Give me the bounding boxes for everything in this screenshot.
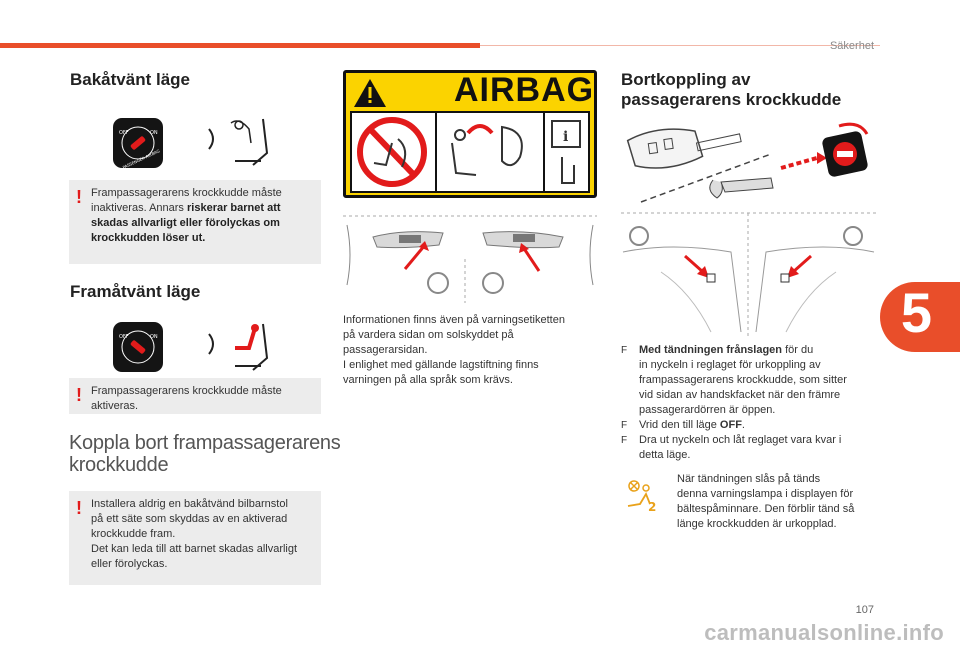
step-bold-text: OFF [719,419,742,431]
front-facing-title: Framåtvänt läge [70,282,201,301]
watermark: carmanualsonline.info [704,620,944,645]
warning-line: på ett säte som skyddas av en aktiverad [91,513,288,525]
rear-facing-seat-icon [205,113,285,173]
step-text: . [741,419,745,431]
svg-text:OFF: OFF [119,334,129,340]
lamp-note-line: länge krockkudden är urkopplad. [677,518,837,530]
disable-title-line2: krockkudde [69,454,169,476]
airbag-switch-on-icon [113,322,163,372]
info-line: passagerarsidan. [343,344,428,356]
warning-icon: ! [76,498,82,518]
warning-line: krockkudde fram. [91,528,176,540]
info-line: varningen på alla språk som krävs. [343,374,513,386]
info-line: Informationen finns även på varningsetiketten [343,314,565,326]
bullet-marker-icon: F [621,420,628,431]
procedure-step-3 [621,433,879,463]
step-text: för du [782,344,814,356]
info-line: på vardera sidan om solskyddet på [343,329,514,341]
step-text: in nyckeln i reglaget för urkoppling av [639,359,821,371]
airbag-pictogram-icon [352,113,588,191]
warning-icon: ! [76,187,82,207]
step-text: frampassagerarens krockkudde, som sitter [639,374,847,386]
lamp-note-line: denna varningslampa i displayen för [677,488,854,500]
lamp-note-line: När tändningen slås på tänds [677,473,821,485]
lamp-note-line: bältespåminnare. Den förblir tänd så [677,503,855,515]
sun-visor-illustration [343,215,597,305]
procedure-steps [621,343,879,463]
procedure-step-1 [621,343,879,418]
svg-text:ON: ON [150,130,158,136]
chapter-number: 5 [900,281,932,344]
step-text: passagerardörren är öppen. [639,404,776,416]
disable-warning [69,491,321,585]
glovebox-switch-illustration [621,212,876,337]
airbag-label-panel [350,111,590,193]
warning-line: Det kan leda till att barnet skadas allvarligt [91,543,298,555]
svg-text:i: i [563,129,569,145]
key-switch-illustration [621,118,876,210]
step-text: Vrid den till läge [639,419,720,431]
airbag-warning-label [343,70,597,198]
label-info-text [343,313,599,388]
svg-text:OFF: OFF [119,130,129,136]
section-label: Säkerhet [829,40,874,52]
svg-text:PASSENGER AIRBAG: PASSENGER AIRBAG [121,148,161,168]
step-text: vid sidan av handskfacket när den främre [639,389,841,401]
warning-triangle-icon [352,77,388,109]
bullet-marker-icon: F [621,345,628,356]
step-text: Dra ut nyckeln och låt reglaget vara kvar i [639,434,842,446]
rear-facing-title: Bakåtvänt läge [70,70,190,89]
airbag-label-title: AIRBAG [454,71,595,109]
info-line: I enlighet med gällande lagstiftning finns [343,359,539,371]
step-bold-text: Med tändningen frånslagen [639,344,783,356]
airbag-switch-off-icon [113,118,163,168]
disable-title-line1: Koppla bort frampassagerarens [69,432,341,454]
disable-procedure-title-line1: Bortkoppling av [621,70,751,89]
page-number: 107 [855,604,874,616]
forward-facing-seat-icon [205,318,285,378]
front-facing-warning [69,378,321,414]
warning-icon: ! [76,385,82,405]
warning-text: Frampassagerarens krockkudde måste aktiveras. [91,385,282,412]
lamp-note [677,472,877,532]
svg-text:ON: ON [150,334,158,340]
bullet-marker-icon: F [621,435,628,446]
airbag-warning-lamp-icon [626,478,660,512]
warning-text: Frampassagerarens krockkudde måste inaktiveras. Annars [91,187,282,214]
header-accent-bar [0,43,480,48]
step-text: detta läge. [639,449,691,461]
disable-procedure-title-line2: passagerarens krockkudde [621,90,842,109]
warning-line: eller förolyckas. [91,558,168,570]
rear-facing-warning [69,180,321,264]
header-rule [480,45,880,46]
svg-text:2: 2 [648,500,657,512]
procedure-step-2 [621,418,879,433]
warning-line: Installera aldrig en bakåtvänd bilbarnstol [91,498,288,510]
warning-text-bold: riskerar barnet att skadas allvarligt eller förolyckas om krockkudden löser ut. [91,202,281,244]
